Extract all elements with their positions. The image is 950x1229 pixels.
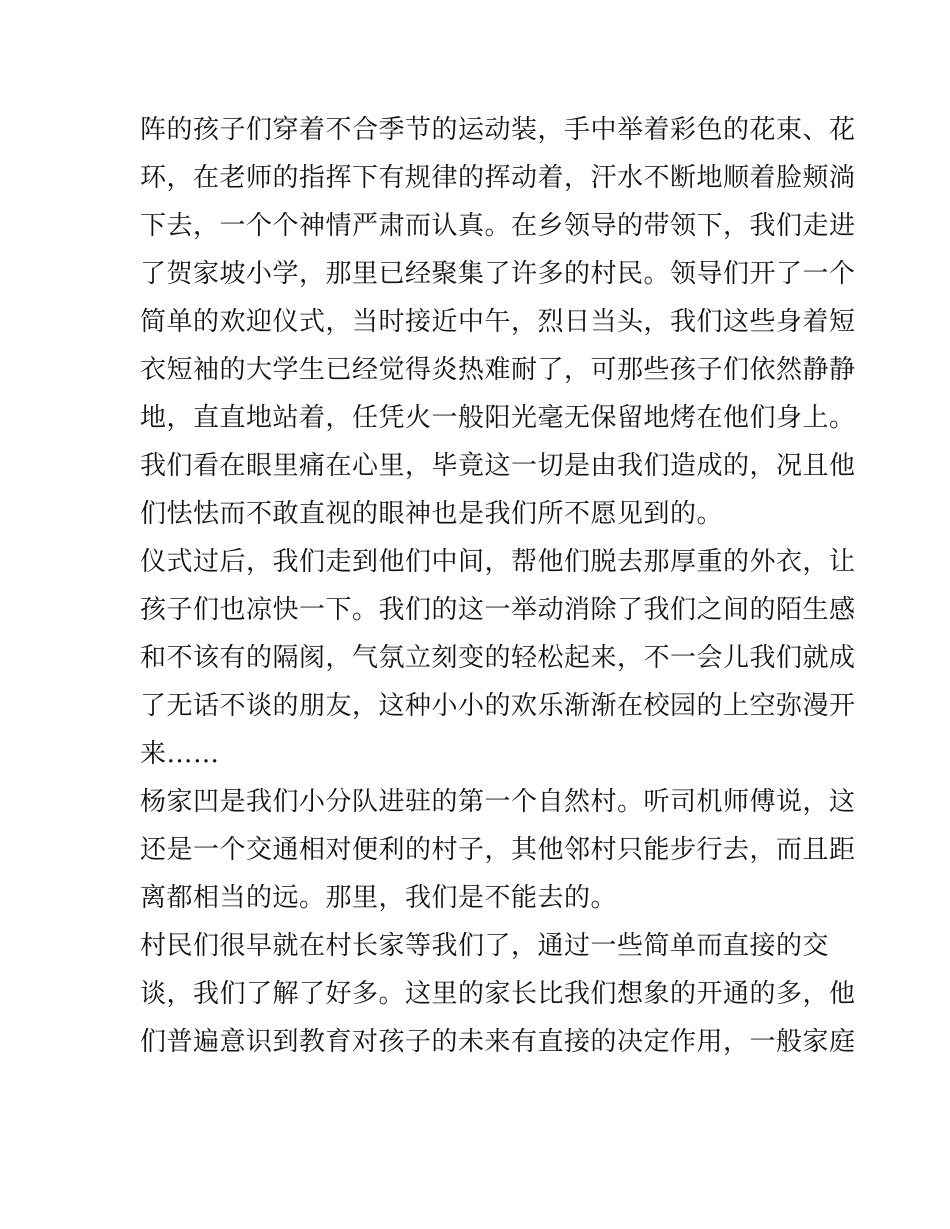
text-line: 地，直直地站着，任凭火一般阳光毫无保留地烤在他们身上。 xyxy=(140,403,856,433)
text-line: 们普遍意识到教育对孩子的未来有直接的决定作用，一般家庭 xyxy=(140,1027,856,1057)
text-line: 了无话不谈的朋友，这种小小的欢乐渐渐在校园的上空弥漫开 xyxy=(140,691,856,721)
text-line: 们怯怯而不敢直视的眼神也是我们所不愿见到的。 xyxy=(140,499,724,529)
text-line: 环，在老师的指挥下有规律的挥动着，汗水不断地顺着脸颊淌 xyxy=(140,163,856,193)
text-line: 杨家凹是我们小分队进驻的第一个自然村。听司机师傅说，这 xyxy=(140,787,856,817)
text-line: 谈，我们了解了好多。这里的家长比我们想象的开通的多，他 xyxy=(140,979,856,1009)
text-line: 还是一个交通相对便利的村子，其他邻村只能步行去，而且距 xyxy=(140,835,856,865)
text-line: 了贺家坡小学，那里已经聚集了许多的村民。领导们开了一个 xyxy=(140,259,856,289)
text-line: 下去，一个个神情严肃而认真。在乡领导的带领下，我们走进 xyxy=(140,211,856,241)
text-line: 和不该有的隔阂，气氛立刻变的轻松起来，不一会儿我们就成 xyxy=(140,643,856,673)
body-text xyxy=(140,106,856,1066)
text-line: 孩子们也凉快一下。我们的这一举动消除了我们之间的陌生感 xyxy=(140,595,856,625)
text-line: 简单的欢迎仪式，当时接近中午，烈日当头，我们这些身着短 xyxy=(140,307,856,337)
text-line: 离都相当的远。那里，我们是不能去的。 xyxy=(140,883,618,913)
text-line: 仪式过后，我们走到他们中间，帮他们脱去那厚重的外衣，让 xyxy=(140,547,856,577)
text-line: 阵的孩子们穿着不合季节的运动装，手中举着彩色的花束、花 xyxy=(140,115,856,145)
text-line: 我们看在眼里痛在心里，毕竟这一切是由我们造成的，况且他 xyxy=(140,451,856,481)
text-line: 村民们很早就在村长家等我们了，通过一些简单而直接的交 xyxy=(140,931,830,961)
text-line: 衣短袖的大学生已经觉得炎热难耐了，可那些孩子们依然静静 xyxy=(140,355,856,385)
text-line: 来…… xyxy=(140,739,220,769)
